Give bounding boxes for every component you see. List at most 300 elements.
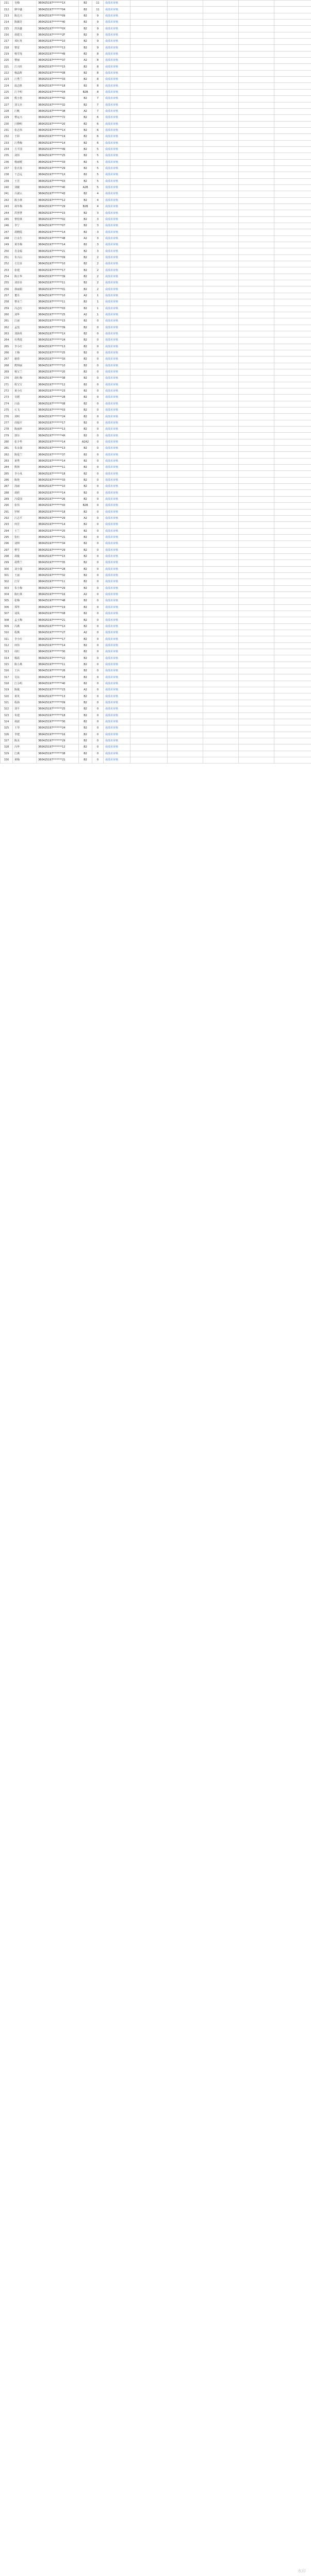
- empty-cell: [168, 337, 203, 344]
- table-row: [1, 299, 311, 306]
- row-number: 219: [1, 51, 13, 57]
- view-link[interactable]: 成绩未审核: [104, 713, 130, 719]
- view-link[interactable]: 成绩未审核: [104, 636, 130, 642]
- empty-cell: [239, 706, 274, 713]
- empty-cell: [239, 668, 274, 674]
- view-link[interactable]: 成绩未审核: [104, 312, 130, 318]
- candidate-name: 陈艳: [13, 477, 37, 483]
- row-number: 224: [1, 83, 13, 89]
- empty-cell: [130, 312, 168, 318]
- exam-level: B2: [79, 560, 92, 566]
- exam-level: B2: [79, 744, 92, 751]
- row-number: 251: [1, 255, 13, 261]
- view-link[interactable]: 成绩未审核: [104, 242, 130, 248]
- view-link[interactable]: 成绩未审核: [104, 235, 130, 242]
- row-number: 268: [1, 363, 13, 369]
- row-number: 256: [1, 286, 13, 293]
- exam-level: B2: [79, 719, 92, 725]
- candidate-id: 360425197*******10: [37, 39, 79, 45]
- view-link[interactable]: 成绩未审核: [104, 719, 130, 725]
- view-link[interactable]: 成绩未审核: [104, 216, 130, 223]
- score: 7: [92, 102, 104, 108]
- score: 8: [92, 83, 104, 89]
- empty-cell: [203, 306, 239, 312]
- view-link[interactable]: 成绩未审核: [104, 446, 130, 452]
- empty-cell: [168, 39, 203, 45]
- empty-cell: [130, 165, 168, 172]
- empty-cell: [168, 344, 203, 350]
- view-link[interactable]: 成绩未审核: [104, 184, 130, 191]
- view-link[interactable]: 成绩未审核: [104, 7, 130, 13]
- empty-cell: [130, 427, 168, 433]
- empty-cell: [239, 286, 274, 293]
- empty-cell: [274, 299, 311, 306]
- row-number: 288: [1, 490, 13, 496]
- candidate-id: 360425197*******07: [37, 223, 79, 229]
- view-link[interactable]: 成绩未审核: [104, 408, 130, 414]
- score: 0: [92, 617, 104, 623]
- empty-cell: [130, 108, 168, 114]
- table-row: [1, 96, 311, 102]
- empty-cell: [203, 541, 239, 547]
- view-link[interactable]: 成绩未审核: [104, 77, 130, 83]
- empty-cell: [239, 458, 274, 464]
- view-link[interactable]: 成绩未审核: [104, 248, 130, 255]
- view-link[interactable]: 成绩未审核: [104, 255, 130, 261]
- exam-level: B2: [79, 572, 92, 579]
- empty-cell: [203, 509, 239, 515]
- view-link[interactable]: 成绩未审核: [104, 541, 130, 547]
- empty-cell: [239, 636, 274, 642]
- empty-cell: [168, 7, 203, 13]
- view-link[interactable]: 成绩未审核: [104, 681, 130, 687]
- view-link[interactable]: 成绩未审核: [104, 458, 130, 464]
- score: 9: [92, 39, 104, 45]
- empty-cell: [239, 655, 274, 662]
- empty-cell: [203, 13, 239, 19]
- view-link[interactable]: 成绩未审核: [104, 572, 130, 579]
- empty-cell: [239, 725, 274, 732]
- score: 0: [92, 522, 104, 528]
- empty-cell: [168, 515, 203, 521]
- empty-cell: [274, 420, 311, 426]
- view-link[interactable]: 成绩未审核: [104, 115, 130, 121]
- empty-cell: [130, 184, 168, 191]
- score: 0: [92, 636, 104, 642]
- view-link[interactable]: 成绩未审核: [104, 127, 130, 133]
- view-link[interactable]: 成绩未审核: [104, 700, 130, 706]
- exam-level: B2: [79, 553, 92, 560]
- candidate-name: 曹桂林: [13, 216, 37, 223]
- empty-cell: [168, 20, 203, 26]
- empty-cell: [168, 140, 203, 146]
- view-link[interactable]: 成绩未审核: [104, 732, 130, 738]
- empty-cell: [203, 235, 239, 242]
- view-link[interactable]: 成绩未审核: [104, 280, 130, 286]
- table-row: [1, 45, 311, 51]
- empty-cell: [239, 681, 274, 687]
- table-row: [1, 687, 311, 693]
- row-number: 328: [1, 744, 13, 751]
- view-link[interactable]: 成绩未审核: [104, 725, 130, 732]
- exam-level: B2: [79, 420, 92, 426]
- table-row: [1, 344, 311, 350]
- view-link[interactable]: 成绩未审核: [104, 102, 130, 108]
- empty-cell: [168, 414, 203, 420]
- view-link[interactable]: 成绩未审核: [104, 210, 130, 216]
- view-link[interactable]: 成绩未审核: [104, 623, 130, 630]
- view-link[interactable]: 成绩未审核: [104, 204, 130, 210]
- score: 0: [92, 420, 104, 426]
- view-link[interactable]: 成绩未审核: [104, 153, 130, 159]
- empty-cell: [239, 7, 274, 13]
- empty-cell: [130, 591, 168, 598]
- view-link[interactable]: 成绩未审核: [104, 757, 130, 763]
- view-link[interactable]: 成绩未审核: [104, 515, 130, 521]
- exam-level: B2: [79, 127, 92, 133]
- score: 0: [92, 458, 104, 464]
- view-link[interactable]: 成绩未审核: [104, 382, 130, 388]
- score: 4: [92, 197, 104, 204]
- empty-cell: [168, 655, 203, 662]
- view-link[interactable]: 成绩未审核: [104, 509, 130, 515]
- exam-level: B2: [79, 102, 92, 108]
- table-row: [1, 541, 311, 547]
- empty-cell: [274, 541, 311, 547]
- row-number: 272: [1, 388, 13, 394]
- view-link[interactable]: 成绩未审核: [104, 261, 130, 267]
- empty-cell: [130, 159, 168, 165]
- exam-level: B2: [79, 674, 92, 681]
- row-number: 220: [1, 58, 13, 64]
- empty-cell: [274, 7, 311, 13]
- exam-level: B2: [79, 140, 92, 146]
- empty-cell: [274, 293, 311, 299]
- view-link[interactable]: 成绩未审核: [104, 286, 130, 293]
- view-link[interactable]: 成绩未审核: [104, 39, 130, 45]
- view-link[interactable]: 成绩未审核: [104, 522, 130, 528]
- exam-level: B2: [79, 757, 92, 763]
- view-link[interactable]: 成绩未审核: [104, 706, 130, 713]
- view-link[interactable]: 成绩未审核: [104, 96, 130, 102]
- empty-cell: [130, 293, 168, 299]
- view-link[interactable]: 成绩未审核: [104, 121, 130, 127]
- view-link[interactable]: 成绩未审核: [104, 642, 130, 649]
- view-link[interactable]: 成绩未审核: [104, 687, 130, 693]
- view-link[interactable]: 成绩未审核: [104, 388, 130, 394]
- empty-cell: [203, 636, 239, 642]
- view-link[interactable]: 成绩未审核: [104, 134, 130, 140]
- empty-cell: [168, 165, 203, 172]
- empty-cell: [168, 751, 203, 757]
- empty-cell: [130, 572, 168, 579]
- candidate-name: 洪泽鑫: [13, 26, 37, 32]
- empty-cell: [239, 280, 274, 286]
- empty-cell: [130, 96, 168, 102]
- view-link[interactable]: 成绩未审核: [104, 674, 130, 681]
- empty-cell: [130, 388, 168, 394]
- empty-cell: [239, 325, 274, 331]
- row-number: 229: [1, 115, 13, 121]
- view-link[interactable]: 成绩未审核: [104, 503, 130, 509]
- view-link[interactable]: 成绩未审核: [104, 357, 130, 363]
- empty-cell: [168, 744, 203, 751]
- empty-cell: [274, 312, 311, 318]
- view-link[interactable]: 成绩未审核: [104, 172, 130, 178]
- table-row: [1, 706, 311, 713]
- empty-cell: [274, 598, 311, 604]
- view-link[interactable]: 成绩未审核: [104, 58, 130, 64]
- view-link[interactable]: 成绩未审核: [104, 70, 130, 76]
- exam-level: B2: [79, 522, 92, 528]
- empty-cell: [203, 579, 239, 585]
- view-link[interactable]: 成绩未审核: [104, 662, 130, 668]
- view-link[interactable]: 成绩未审核: [104, 477, 130, 483]
- empty-cell: [239, 560, 274, 566]
- view-link[interactable]: 成绩未审核: [104, 579, 130, 585]
- view-link[interactable]: 成绩未审核: [104, 655, 130, 662]
- empty-cell: [203, 83, 239, 89]
- score: 0: [92, 357, 104, 363]
- empty-cell: [203, 121, 239, 127]
- view-link[interactable]: 成绩未审核: [104, 178, 130, 184]
- empty-cell: [168, 127, 203, 133]
- empty-cell: [130, 64, 168, 70]
- view-link[interactable]: 成绩未审核: [104, 553, 130, 560]
- candidate-name: 杜秀霞: [13, 337, 37, 344]
- view-link[interactable]: 成绩未审核: [104, 318, 130, 325]
- view-link[interactable]: 成绩未审核: [104, 484, 130, 490]
- table-row: [1, 477, 311, 483]
- view-link[interactable]: 成绩未审核: [104, 325, 130, 331]
- empty-cell: [130, 465, 168, 471]
- view-link[interactable]: 成绩未审核: [104, 363, 130, 369]
- empty-cell: [130, 369, 168, 375]
- view-link[interactable]: 成绩未审核: [104, 1, 130, 7]
- view-link[interactable]: 成绩未审核: [104, 337, 130, 344]
- view-link[interactable]: 成绩未审核: [104, 471, 130, 477]
- view-link[interactable]: 成绩未审核: [104, 146, 130, 152]
- view-link[interactable]: 成绩未审核: [104, 26, 130, 32]
- empty-cell: [239, 191, 274, 197]
- view-link[interactable]: 成绩未审核: [104, 64, 130, 70]
- exam-level: B2: [79, 39, 92, 45]
- view-link[interactable]: 成绩未审核: [104, 693, 130, 700]
- candidate-id: 360425197*******29: [37, 738, 79, 744]
- table-row: [1, 534, 311, 540]
- view-link[interactable]: 成绩未审核: [104, 51, 130, 57]
- empty-cell: [203, 108, 239, 114]
- candidate-id: 360425197*******1X: [37, 331, 79, 337]
- candidate-name: 曹美兰: [13, 299, 37, 306]
- view-link[interactable]: 成绩未审核: [104, 165, 130, 172]
- view-link[interactable]: 成绩未审核: [104, 738, 130, 744]
- table-row: [1, 623, 311, 630]
- view-link[interactable]: 成绩未审核: [104, 534, 130, 540]
- view-link[interactable]: 成绩未审核: [104, 13, 130, 19]
- empty-cell: [239, 662, 274, 668]
- candidate-id: 360425197*******23: [37, 687, 79, 693]
- view-link[interactable]: 成绩未审核: [104, 420, 130, 426]
- view-link[interactable]: 成绩未审核: [104, 611, 130, 617]
- empty-cell: [274, 159, 311, 165]
- empty-cell: [168, 13, 203, 19]
- empty-cell: [239, 541, 274, 547]
- view-link[interactable]: 成绩未审核: [104, 83, 130, 89]
- view-link[interactable]: 成绩未审核: [104, 89, 130, 95]
- empty-cell: [203, 20, 239, 26]
- score: 3: [92, 235, 104, 242]
- empty-cell: [274, 439, 311, 445]
- row-number: 319: [1, 687, 13, 693]
- view-link[interactable]: 成绩未审核: [104, 159, 130, 165]
- view-link[interactable]: 成绩未审核: [104, 344, 130, 350]
- view-link[interactable]: 成绩未审核: [104, 566, 130, 572]
- row-number: 263: [1, 331, 13, 337]
- empty-cell: [274, 496, 311, 502]
- empty-cell: [130, 58, 168, 64]
- view-link[interactable]: 成绩未审核: [104, 427, 130, 433]
- score: 0: [92, 662, 104, 668]
- candidate-id: 360425197*******19: [37, 604, 79, 611]
- candidate-name: 孟莲: [13, 325, 37, 331]
- empty-cell: [274, 248, 311, 255]
- view-link[interactable]: 成绩未审核: [104, 197, 130, 204]
- candidate-id: 360425197*******42: [37, 96, 79, 102]
- view-link[interactable]: 成绩未审核: [104, 376, 130, 382]
- candidate-id: 360425197*******25: [37, 153, 79, 159]
- view-link[interactable]: 成绩未审核: [104, 617, 130, 623]
- score: 0: [92, 471, 104, 477]
- view-link[interactable]: 成绩未审核: [104, 369, 130, 375]
- view-link[interactable]: 成绩未审核: [104, 751, 130, 757]
- exam-level: A2B: [79, 184, 92, 191]
- view-link[interactable]: 成绩未审核: [104, 490, 130, 496]
- candidate-name: 张建: [13, 267, 37, 274]
- table-row: [1, 306, 311, 312]
- view-link[interactable]: 成绩未审核: [104, 528, 130, 534]
- empty-cell: [168, 1, 203, 7]
- score: 0: [92, 395, 104, 401]
- table-row: [1, 496, 311, 502]
- candidate-name: 李宁: [13, 223, 37, 229]
- empty-cell: [130, 757, 168, 763]
- empty-cell: [130, 146, 168, 152]
- view-link[interactable]: 成绩未审核: [104, 140, 130, 146]
- candidate-id: 360425197*******49: [37, 51, 79, 57]
- view-link[interactable]: 成绩未审核: [104, 293, 130, 299]
- view-link[interactable]: 成绩未审核: [104, 267, 130, 274]
- candidate-id: 360425197*******03: [37, 178, 79, 184]
- empty-cell: [239, 153, 274, 159]
- score: 6: [92, 127, 104, 133]
- empty-cell: [239, 452, 274, 458]
- empty-cell: [239, 223, 274, 229]
- view-link[interactable]: 成绩未审核: [104, 465, 130, 471]
- candidate-name: 张志伟: [13, 127, 37, 133]
- view-link[interactable]: 成绩未审核: [104, 547, 130, 553]
- row-number: 243: [1, 204, 13, 210]
- view-link[interactable]: 成绩未审核: [104, 585, 130, 591]
- table-row: [1, 382, 311, 388]
- view-link[interactable]: 成绩未审核: [104, 229, 130, 235]
- table-row: [1, 350, 311, 356]
- empty-cell: [130, 751, 168, 757]
- view-link[interactable]: 成绩未审核: [104, 604, 130, 611]
- score: 1: [92, 306, 104, 312]
- view-link[interactable]: 成绩未审核: [104, 108, 130, 114]
- table-row: [1, 668, 311, 674]
- view-link[interactable]: 成绩未审核: [104, 649, 130, 655]
- candidate-id: 360425197*******49: [37, 146, 79, 152]
- view-link[interactable]: 成绩未审核: [104, 223, 130, 229]
- candidate-name: 王兰: [13, 528, 37, 534]
- candidate-name: 何伟: [13, 642, 37, 649]
- table-row: [1, 585, 311, 591]
- view-link[interactable]: 成绩未审核: [104, 45, 130, 51]
- view-link[interactable]: 成绩未审核: [104, 350, 130, 356]
- view-link[interactable]: 成绩未审核: [104, 191, 130, 197]
- view-link[interactable]: 成绩未审核: [104, 274, 130, 280]
- view-link[interactable]: 成绩未审核: [104, 630, 130, 636]
- view-link[interactable]: 成绩未审核: [104, 395, 130, 401]
- row-number: 277: [1, 420, 13, 426]
- view-link[interactable]: 成绩未审核: [104, 414, 130, 420]
- exam-level: B2: [79, 223, 92, 229]
- view-link[interactable]: 成绩未审核: [104, 439, 130, 445]
- empty-cell: [274, 350, 311, 356]
- empty-cell: [274, 70, 311, 76]
- table-row: [1, 64, 311, 70]
- view-link[interactable]: 成绩未审核: [104, 560, 130, 566]
- view-link[interactable]: 成绩未审核: [104, 668, 130, 674]
- view-link[interactable]: 成绩未审核: [104, 598, 130, 604]
- empty-cell: [130, 223, 168, 229]
- candidate-name: 江军: [13, 579, 37, 585]
- candidate-id: 360425197*******25: [37, 312, 79, 318]
- table-row: [1, 649, 311, 655]
- view-link[interactable]: 成绩未审核: [104, 32, 130, 38]
- view-link[interactable]: 成绩未审核: [104, 744, 130, 751]
- empty-cell: [203, 585, 239, 591]
- candidate-id: 360425197*******21: [37, 248, 79, 255]
- empty-cell: [239, 604, 274, 611]
- view-link[interactable]: 成绩未审核: [104, 496, 130, 502]
- view-link[interactable]: 成绩未审核: [104, 591, 130, 598]
- view-link[interactable]: 成绩未审核: [104, 306, 130, 312]
- candidate-id: 360425197*******24: [37, 725, 79, 732]
- empty-cell: [203, 401, 239, 407]
- view-link[interactable]: 成绩未审核: [104, 20, 130, 26]
- row-number: 297: [1, 547, 13, 553]
- score: 0: [92, 484, 104, 490]
- view-link[interactable]: 成绩未审核: [104, 452, 130, 458]
- view-link[interactable]: 成绩未审核: [104, 331, 130, 337]
- view-link[interactable]: 成绩未审核: [104, 401, 130, 407]
- view-link[interactable]: 成绩未审核: [104, 433, 130, 439]
- exam-level: B2: [79, 706, 92, 713]
- exam-level: B2: [79, 534, 92, 540]
- empty-cell: [130, 299, 168, 306]
- empty-cell: [203, 566, 239, 572]
- empty-cell: [130, 235, 168, 242]
- table-row: [1, 452, 311, 458]
- candidate-id: 360425197*******33: [37, 159, 79, 165]
- row-number: 257: [1, 293, 13, 299]
- view-link[interactable]: 成绩未审核: [104, 299, 130, 306]
- empty-cell: [274, 32, 311, 38]
- empty-cell: [203, 738, 239, 744]
